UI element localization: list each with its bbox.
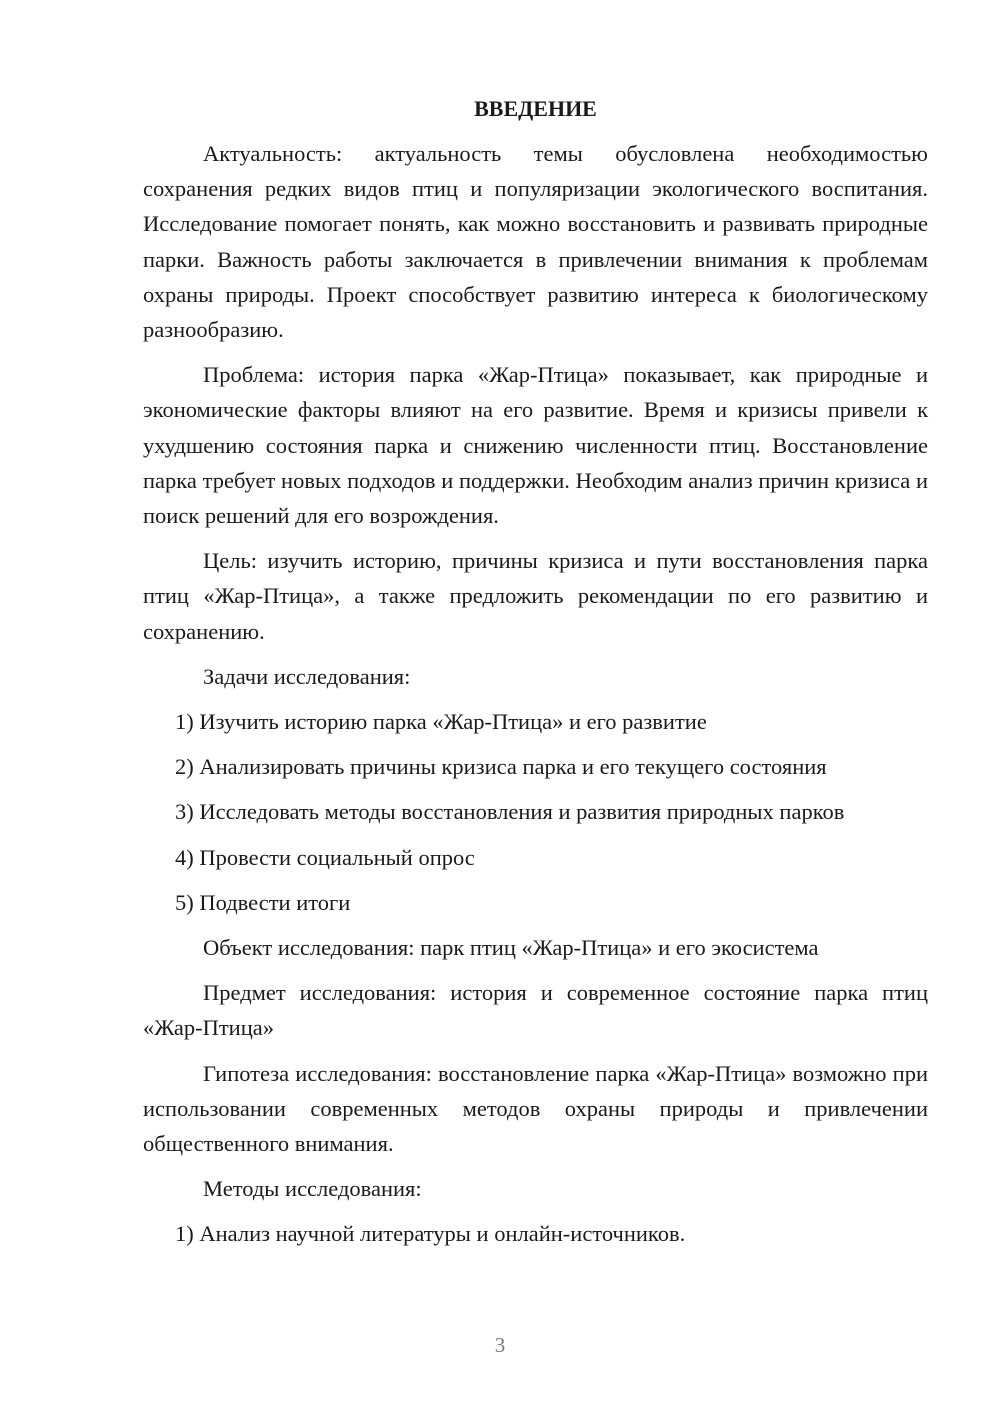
goal-paragraph: Цель: изучить историю, причины кризиса и пути восстановления парка птиц «Жар-Птица», а также предложить рекомендации по его развитию и сохранению. (143, 548, 928, 644)
actuality-paragraph: Актуальность: актуальность темы обусловлена необходимостью сохранения редких видов птиц и популяризации экологического воспитания. Исследование помогает понять, как можно восстановить и развивать природные парки. Важность работы заключается в привлечении внимания к проблемам охраны природы. Проект способствует развитию интереса к биологическому разнообразию. (143, 141, 928, 343)
task-item: 4) Провести социальный опрос (175, 844, 475, 870)
page-content (143, 94, 928, 1262)
tasks-list (143, 704, 928, 920)
page-title: ВВЕДЕНИЕ (474, 96, 597, 121)
method-item: 1) Анализ научной литературы и онлайн-источников. (175, 1221, 686, 1247)
task-item: 2) Анализировать причины кризиса парка и его текущего состояния (175, 754, 827, 780)
subject-paragraph: Предмет исследования: история и современное состояние парка птиц «Жар-Птица» (143, 980, 928, 1041)
page-number: 3 (494, 1333, 506, 1357)
methods-label: Методы исследования: (203, 1176, 422, 1202)
methods-list (143, 1216, 928, 1251)
task-item: 5) Подвести итоги (175, 889, 351, 915)
tasks-label: Задачи исследования: (203, 663, 411, 689)
hypothesis-paragraph: Гипотеза исследования: восстановление парка «Жар-Птица» возможно при использовании современных методов охраны природы и привлечении общественного внимания. (143, 1060, 928, 1157)
task-item: 3) Исследовать методы восстановления и развития природных парков (175, 799, 845, 825)
task-item: 1) Изучить историю парка «Жар-Птица» и его развитие (175, 709, 707, 735)
object-paragraph: Объект исследования: парк птиц «Жар-Птица» и его экосистема (203, 935, 819, 961)
problem-paragraph: Проблема: история парка «Жар-Птица» показывает, как природные и экономические факторы влияют на его развитие. Время и кризисы привели к ухудшению состояния парка и снижению численности птиц. Восстановление парка требует новых подходов и поддержки. Необходим анализ причин кризиса и поиск решений для его возрождения. (143, 362, 928, 529)
